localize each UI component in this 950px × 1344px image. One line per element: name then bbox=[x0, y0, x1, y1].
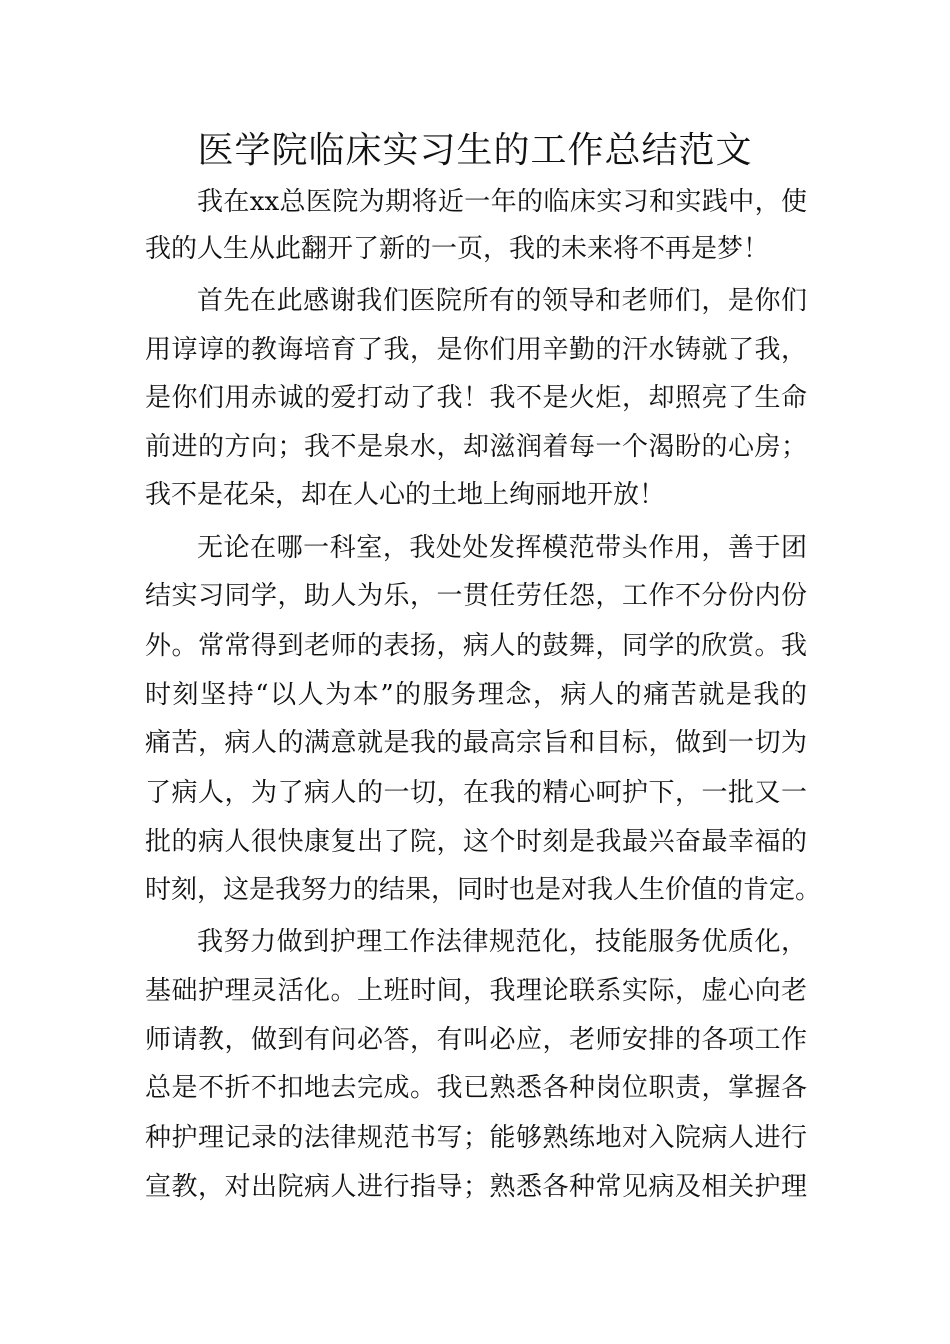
document-title: 医学院临床实习生的工作总结范文 bbox=[197, 130, 753, 171]
paragraph-3-line-7: 批的病人很快康复出了院，这个时刻是我最兴奋最幸福的 bbox=[145, 827, 807, 857]
paragraph-4-line-2: 基础护理灵活化。上班时间，我理论联系实际，虚心向老 bbox=[145, 976, 807, 1006]
paragraph-3-line-4: 时刻坚持“以人为本”的服务理念，病人的痛苦就是我的 bbox=[145, 680, 807, 710]
paragraph-2-line-2: 用谆谆的教诲培育了我，是你们用辛勤的汗水铸就了我， bbox=[145, 335, 807, 365]
paragraph-3-line-8: 时刻，这是我努力的结果，同时也是对我人生价值的肯定。 bbox=[145, 875, 822, 905]
paragraph-2-line-3: 是你们用赤诚的爱打动了我！我不是火炬，却照亮了生命 bbox=[145, 383, 807, 413]
paragraph-3-line-3: 外。常常得到老师的表扬，病人的鼓舞，同学的欣赏。我 bbox=[145, 631, 807, 661]
paragraph-4-line-1: 我努力做到护理工作法律规范化，技能服务优质化， bbox=[197, 927, 807, 957]
paragraph-3-line-5: 痛苦，病人的满意就是我的最高宗旨和目标，做到一切为 bbox=[145, 728, 807, 758]
paragraph-4-line-4: 总是不折不扣地去完成。我已熟悉各种岗位职责，掌握各 bbox=[145, 1073, 807, 1103]
paragraph-2-line-4: 前进的方向；我不是泉水，却滋润着每一个渴盼的心房； bbox=[145, 432, 807, 462]
paragraph-4-line-6: 宣教，对出院病人进行指导；熟悉各种常见病及相关护理 bbox=[145, 1172, 807, 1202]
paragraph-2-line-5: 我不是花朵，却在人心的土地上绚丽地开放！ bbox=[145, 480, 666, 510]
paragraph-1-line-1: 我在xx总医院为期将近一年的临床实习和实践中，使 bbox=[197, 187, 807, 217]
paragraph-4-line-5: 种护理记录的法律规范书写；能够熟练地对入院病人进行 bbox=[145, 1123, 807, 1153]
paragraph-4-line-3: 师请教，做到有问必答，有叫必应，老师安排的各项工作 bbox=[145, 1025, 807, 1055]
paragraph-3-line-2: 结实习同学，助人为乐，一贯任劳任怨，工作不分份内份 bbox=[145, 581, 807, 611]
paragraph-3-line-6: 了病人，为了病人的一切，在我的精心呵护下，一批又一 bbox=[145, 778, 807, 808]
paragraph-2-line-1: 首先在此感谢我们医院所有的领导和老师们，是你们 bbox=[197, 286, 807, 316]
paragraph-3-line-1: 无论在哪一科室，我处处发挥模范带头作用，善于团 bbox=[197, 533, 807, 563]
paragraph-1-line-2: 我的人生从此翻开了新的一页，我的未来将不再是梦！ bbox=[145, 234, 770, 264]
